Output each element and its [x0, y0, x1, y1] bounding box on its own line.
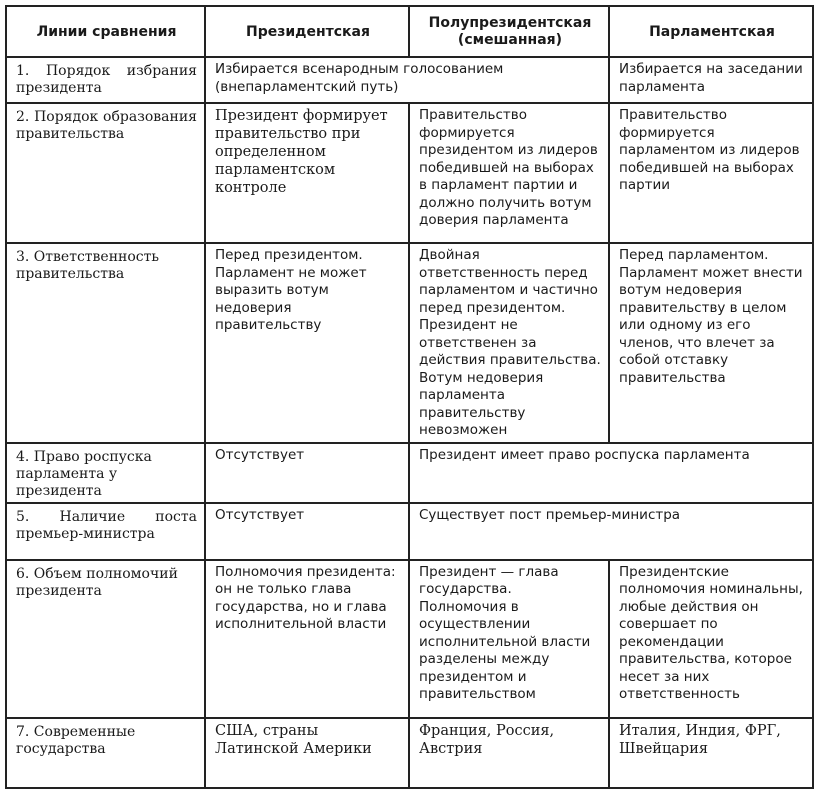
header-parliamentary-label: Парламентская: [649, 23, 775, 40]
header-criteria-label: Линии сравнения: [36, 23, 177, 40]
comparison-table: [5, 5, 814, 789]
cell-mixed-parliamentary: Президент имеет право роспуска парламента: [409, 443, 813, 503]
table-row: [6, 503, 813, 560]
header-semi-presidential-label: Полупрезидентская: [428, 15, 592, 31]
row-criterion: 7. Современные государства: [6, 718, 205, 788]
header-presidential-label: Президентская: [245, 23, 370, 40]
cell-presidential: США, страны Латинской Америки: [205, 718, 409, 788]
cell-parliamentary: Президентские полномочия номинальны, любые действия он совершает по рекомендации правительства, которое несет за них ответственность: [609, 560, 813, 718]
header-row: [6, 6, 813, 57]
cell-presidential: Полномочия президента: он не только глава государства, но и глава исполнительной власти: [205, 560, 409, 718]
cell-presidential: Перед президентом. Парламент не может выразить вотум недоверия правительству: [205, 243, 409, 443]
table-row: [6, 57, 813, 103]
row-criterion: 3. Ответственность правительства: [6, 243, 205, 443]
header-semi-presidential-sub: (смешанная): [457, 32, 563, 48]
header-presidential: [205, 6, 409, 57]
cell-presidential-mixed: Избирается всенародным голосованием (внепарламентский путь): [205, 57, 609, 103]
row-criterion: 6. Объем полномочий президента: [6, 560, 205, 718]
table-row: [6, 243, 813, 443]
row-criterion: 2. Порядок образования правительства: [6, 103, 205, 243]
row-criterion: 1. Порядок избрания президента: [6, 57, 205, 103]
cell-parliamentary: Перед парламентом. Парламент может внести вотум недоверия правительству в целом или одному из его членов, что влечет за собой отставку правительства: [609, 243, 813, 443]
cell-parliamentary: Правительство формируется парламентом из лидеров победившей на выборах партии: [609, 103, 813, 243]
cell-parliamentary: Италия, Индия, ФРГ, Швейцария: [609, 718, 813, 788]
cell-presidential: Отсутствует: [205, 443, 409, 503]
cell-mixed: Двойная ответственность перед парламентом и частично перед президентом. Президент не ответственен за действия правительства. Вотум недоверия парламента правительству невозможен: [409, 243, 609, 443]
table-row: [6, 718, 813, 788]
header-parliamentary: [609, 6, 813, 57]
cell-presidential: Президент формирует правительство при определенном парламентском контроле: [205, 103, 409, 243]
cell-presidential: Отсутствует: [205, 503, 409, 560]
cell-mixed: Президент — глава государства. Полномочия в осуществлении исполнительной власти разделены между президентом и правительством: [409, 560, 609, 718]
cell-parliamentary: Избирается на заседании парламента: [609, 57, 813, 103]
cell-mixed: Франция, Россия, Австрия: [409, 718, 609, 788]
row-criterion: 4. Право роспуска парламента у президента: [6, 443, 205, 503]
table-row: [6, 103, 813, 243]
header-semi-presidential: [409, 6, 609, 57]
row-criterion: 5. Наличие поста премьер-министра: [6, 503, 205, 560]
header-criteria: [6, 6, 205, 57]
cell-mixed-parliamentary: Существует пост премьер-министра: [409, 503, 813, 560]
table-row: [6, 560, 813, 718]
table-row: [6, 443, 813, 503]
cell-mixed: Правительство формируется президентом из лидеров победившей на выборах в парламент партии и должно получить вотум доверия парламента: [409, 103, 609, 243]
